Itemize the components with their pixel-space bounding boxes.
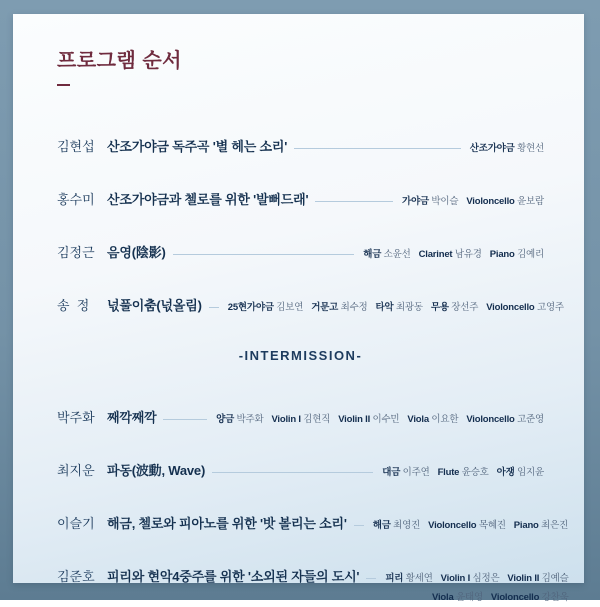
connector-line <box>209 307 219 308</box>
intermission-label: -INTERMISSION- <box>238 348 363 363</box>
performer-pair: 무용 장선주 <box>430 302 479 313</box>
composer-name: 홍수미 <box>57 192 95 207</box>
performer-line <box>216 410 544 429</box>
program-first-half <box>57 136 564 317</box>
piece-title: 음영(陰影) <box>107 245 166 260</box>
performer-pair: 가야금 박이슬 <box>402 196 459 207</box>
performer-line <box>385 569 568 588</box>
composer-name: 김현섭 <box>57 139 95 154</box>
instrument-label: 아쟁 <box>496 467 515 478</box>
instrument-label: Violin I <box>440 573 471 584</box>
instrument-label: Piano <box>513 520 539 531</box>
instrument-label: 무용 <box>430 302 449 313</box>
performers <box>470 139 544 158</box>
connector-line <box>212 472 373 473</box>
performers <box>228 298 564 317</box>
performer-pair: Violin II 이수민 <box>338 414 400 425</box>
performer-line <box>373 516 568 535</box>
performer-pair: Violin I 심정은 <box>440 573 500 584</box>
performer-pair: 해금 최영진 <box>372 520 421 531</box>
instrument-label: Violoncello <box>466 196 515 207</box>
connector-line <box>354 525 364 526</box>
instrument-label: Clarinet <box>418 249 453 260</box>
connector-line <box>315 201 393 202</box>
performers <box>382 463 544 482</box>
program-row <box>57 513 569 535</box>
program-row <box>57 295 564 317</box>
program-row <box>57 189 544 211</box>
performer-pair: 피리 황세연 <box>385 573 433 584</box>
program-content <box>57 44 569 603</box>
performer-pair: Violoncello 강찬욱 <box>490 592 569 603</box>
instrument-label: Violoncello <box>428 520 477 531</box>
instrument-label: 피리 <box>385 573 404 584</box>
composer-name: 김정근 <box>57 245 95 260</box>
performer-pair: Violoncello 고영주 <box>486 302 564 313</box>
instrument-label: Flute <box>437 467 460 478</box>
instrument-label: 대금 <box>382 467 401 478</box>
performer-pair: Violoncello 목혜진 <box>428 520 506 531</box>
performer-pair: 양금 박주화 <box>216 414 264 425</box>
connector-line <box>294 148 461 149</box>
piece-title: 산조가야금 독주곡 '별 헤는 소리' <box>107 139 288 154</box>
performers <box>363 245 544 264</box>
performers <box>216 410 544 429</box>
instrument-label: Violoncello <box>486 302 535 313</box>
performer-pair: Violoncello 고준영 <box>466 414 544 425</box>
performer-pair: 거문고 최수정 <box>311 302 368 313</box>
instrument-label: 산조가야금 <box>469 143 515 154</box>
performers <box>402 192 544 211</box>
composer-name: 최지운 <box>57 463 95 478</box>
connector-line <box>173 254 355 255</box>
performer-line <box>228 298 564 317</box>
instrument-label: 거문고 <box>311 302 339 313</box>
performer-pair: Violin II 김예슬 <box>507 573 569 584</box>
composer-name: 송 정 <box>57 298 90 313</box>
instrument-label: 25현가야금 <box>227 302 274 313</box>
performers <box>385 569 568 607</box>
performer-pair: Violoncello 윤보람 <box>466 196 544 207</box>
instrument-label: Violoncello <box>490 592 540 603</box>
performer-pair: 대금 이주연 <box>382 467 430 478</box>
program-card <box>13 14 584 603</box>
performer-pair: 타악 최광동 <box>375 302 423 313</box>
connector-line <box>163 419 207 420</box>
connector-line <box>366 578 376 579</box>
instrument-label: 해금 <box>363 249 382 260</box>
instrument-label: 해금 <box>372 520 391 531</box>
instrument-label: Violin I <box>271 414 301 425</box>
instrument-label: Violin II <box>338 414 371 425</box>
program-row <box>57 407 544 429</box>
performer-pair: 25현가야금 김보연 <box>227 302 304 313</box>
piece-title: 파동(波動, Wave) <box>107 463 206 478</box>
performer-line <box>385 588 568 607</box>
performer-pair: 해금 소윤선 <box>363 249 411 260</box>
composer-name: 이슬기 <box>57 516 95 531</box>
composer-name: 김준호 <box>57 569 95 584</box>
performer-pair: Flute 윤승호 <box>437 467 489 478</box>
instrument-label: 타악 <box>375 302 394 313</box>
instrument-label: 양금 <box>216 414 235 425</box>
instrument-label: 가야금 <box>402 196 429 207</box>
performer-pair: 산조가야금 황현선 <box>469 143 544 154</box>
performer-line <box>402 192 544 211</box>
page-title: 프로그램 순서 <box>57 50 182 72</box>
performer-pair: Viola 이요한 <box>407 414 459 425</box>
performer-line <box>470 139 544 158</box>
piece-title: 산조가야금과 첼로를 위한 '발뻐드래' <box>107 192 309 207</box>
piece-title: 피리와 현악4중주를 위한 '소외된 자들의 도시' <box>107 569 360 584</box>
performers <box>373 516 568 535</box>
title-dash <box>57 84 70 86</box>
performer-pair: Clarinet 남유경 <box>418 249 482 260</box>
instrument-label: Viola <box>407 414 429 425</box>
program-row <box>57 566 569 607</box>
instrument-label: Violoncello <box>466 414 515 425</box>
piece-title: 넋풀이춤(넋올림) <box>107 298 202 313</box>
piece-title: 째깍째깍 <box>107 410 157 425</box>
performer-pair: Piano 최은진 <box>513 520 569 531</box>
performer-pair: Violin I 김현직 <box>271 414 331 425</box>
program-list <box>57 136 569 607</box>
performer-pair: 아쟁 임지윤 <box>496 467 544 478</box>
piece-title: 해금, 첼로와 피아노를 위한 '밧 볼리는 소리' <box>107 516 347 531</box>
program-row <box>57 460 544 482</box>
instrument-label: Viola <box>432 592 454 603</box>
program-second-half <box>57 407 569 607</box>
instrument-label: Piano <box>489 249 515 260</box>
performer-pair: Viola 윤태영 <box>432 592 483 603</box>
program-row <box>57 136 544 158</box>
program-row <box>57 242 544 264</box>
performer-line <box>363 245 544 264</box>
performer-pair: Piano 김예리 <box>489 249 544 260</box>
composer-name: 박주화 <box>57 410 95 425</box>
performer-line <box>382 463 544 482</box>
instrument-label: Violin II <box>507 573 540 584</box>
